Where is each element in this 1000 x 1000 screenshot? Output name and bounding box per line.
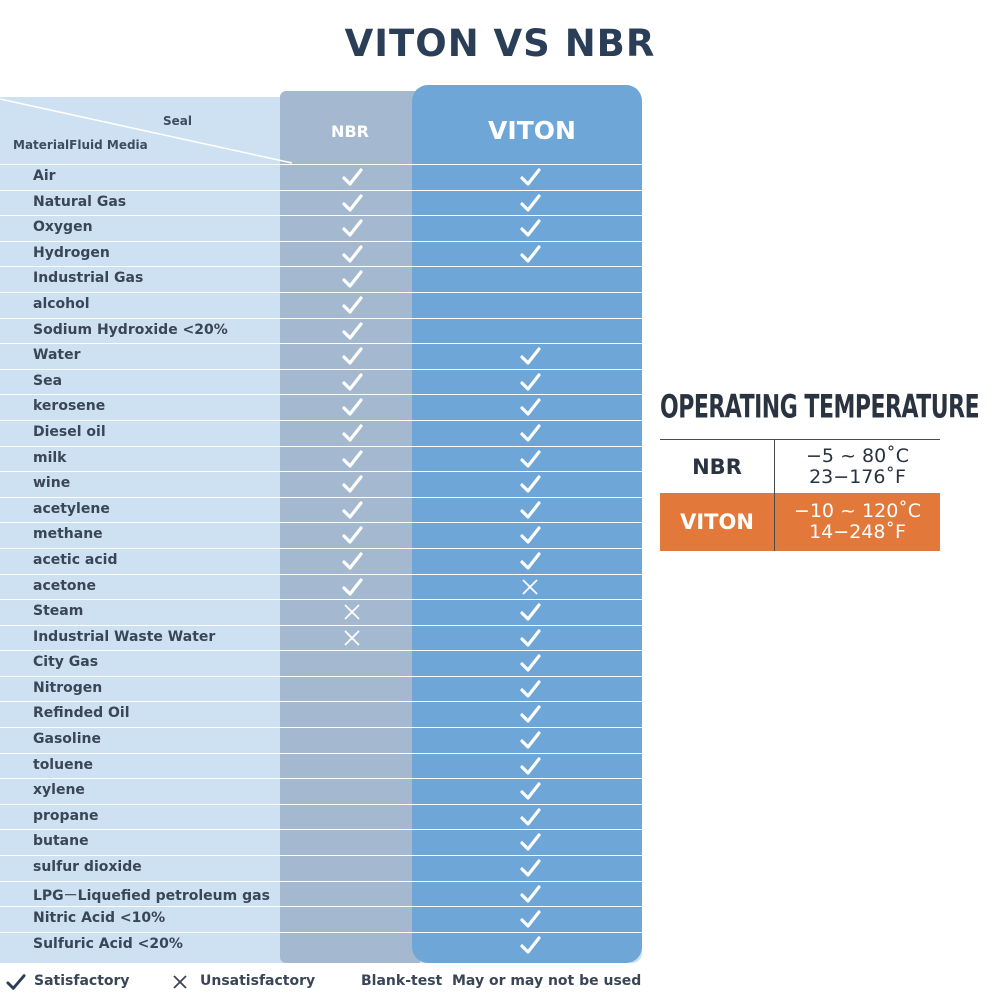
temp-row-viton [660, 493, 940, 551]
table-row [0, 753, 642, 779]
fluid-media-name: toluene [33, 756, 94, 773]
table-row [0, 241, 642, 267]
temp-fahrenheit-viton: 14−248˚F [809, 521, 906, 544]
table-row [0, 599, 642, 625]
column-header-viton: VITON [488, 116, 576, 145]
table-row [0, 522, 642, 548]
check-icon [519, 832, 543, 852]
check-icon [341, 167, 365, 187]
header-media-label: MaterialFluid Media [13, 138, 148, 152]
check-icon [519, 525, 543, 545]
check-icon [519, 858, 543, 878]
check-icon [519, 551, 543, 571]
fluid-media-name: Natural Gas [33, 193, 127, 210]
check-icon [519, 346, 543, 366]
header-diagonal-divider [0, 97, 300, 167]
temp-row-nbr [660, 440, 940, 494]
table-row [0, 420, 642, 446]
check-icon [341, 321, 365, 341]
cross-icon [341, 602, 365, 622]
table-row [0, 292, 642, 318]
table-row [0, 215, 642, 241]
legend-unsatisfactory: Unsatisfactory [200, 973, 316, 989]
fluid-media-name: LPG－Liquefied petroleum gas [33, 887, 270, 904]
check-icon [519, 500, 543, 520]
fluid-media-name: methane [33, 526, 103, 543]
check-icon [341, 218, 365, 238]
fluid-media-name: acetic acid [33, 551, 118, 568]
check-icon [519, 884, 543, 904]
table-row [0, 343, 642, 369]
check-icon [519, 756, 543, 776]
check-icon [341, 500, 365, 520]
table-row [0, 164, 642, 190]
table-row [0, 266, 642, 292]
check-icon [519, 602, 543, 622]
cross-icon [172, 974, 188, 990]
operating-temperature-title: OPERATING TEMPERATURE [660, 390, 980, 427]
fluid-media-name: sulfur dioxide [33, 859, 142, 876]
table-row [0, 676, 642, 702]
fluid-media-name: Nitric Acid <10% [33, 910, 166, 927]
check-icon [341, 372, 365, 392]
check-icon [519, 807, 543, 827]
table-row [0, 190, 642, 216]
fluid-media-name: Air [33, 168, 56, 184]
table-row [0, 906, 642, 932]
check-icon [341, 244, 365, 264]
fluid-media-name: acetylene [33, 500, 110, 517]
table-row [0, 727, 642, 753]
fluid-media-name: kerosene [33, 398, 106, 415]
legend [0, 970, 939, 994]
check-icon [341, 423, 365, 443]
check-icon [6, 973, 26, 991]
table-row [0, 471, 642, 497]
check-icon [341, 269, 365, 289]
check-icon [519, 704, 543, 724]
temp-fahrenheit-nbr: 23−176˚F [809, 465, 906, 488]
table-row [0, 701, 642, 727]
legend-maybe: May or may not be used [452, 973, 642, 989]
check-icon [519, 935, 543, 955]
legend-blank: Blank-test [361, 973, 443, 989]
temp-range-viton [775, 493, 941, 551]
temp-celsius-viton: −10 ~ 120˚C [793, 500, 922, 523]
fluid-media-name: Nitrogen [33, 679, 103, 696]
check-icon [519, 781, 543, 801]
table-row [0, 625, 642, 651]
fluid-media-name: Sodium Hydroxide <20% [33, 321, 228, 338]
check-icon [341, 449, 365, 469]
table-row [0, 932, 642, 958]
table-row [0, 778, 642, 804]
check-icon [519, 449, 543, 469]
fluid-media-name: Sulfuric Acid <20% [33, 935, 183, 952]
fluid-media-name: acetone [33, 577, 97, 594]
fluid-media-name: butane [33, 833, 89, 850]
check-icon [519, 167, 543, 187]
check-icon [341, 474, 365, 494]
fluid-media-name: City Gas [33, 654, 99, 671]
fluid-media-name: Diesel oil [33, 423, 106, 440]
table-row [0, 497, 642, 523]
check-icon [519, 909, 543, 929]
check-icon [519, 397, 543, 417]
table-row [0, 318, 642, 344]
temp-material-viton: VITON [660, 493, 775, 551]
check-icon [519, 628, 543, 648]
header-seal-label: Seal [163, 114, 192, 128]
fluid-media-name: wine [33, 475, 71, 492]
table-row [0, 446, 642, 472]
check-icon [519, 474, 543, 494]
table-row [0, 855, 642, 881]
check-icon [341, 577, 365, 597]
temp-range-nbr [775, 440, 941, 494]
fluid-media-name: xylene [33, 782, 85, 799]
fluid-media-name: Oxygen [33, 219, 93, 236]
check-icon [519, 653, 543, 673]
table-row [0, 650, 642, 676]
check-icon [519, 730, 543, 750]
check-icon [519, 218, 543, 238]
check-icon [341, 397, 365, 417]
page-title: VITON VS NBR [344, 22, 656, 65]
check-icon [519, 372, 543, 392]
temp-celsius-nbr: −5 ~ 80˚C [806, 444, 909, 467]
table-row [0, 394, 642, 420]
fluid-media-name: Industrial Gas [33, 270, 144, 287]
fluid-media-name: Hydrogen [33, 244, 110, 261]
check-icon [519, 244, 543, 264]
check-icon [341, 193, 365, 213]
check-icon [341, 551, 365, 571]
fluid-media-name: Industrial Waste Water [33, 628, 216, 645]
check-icon [341, 525, 365, 545]
fluid-media-name: Steam [33, 603, 84, 620]
fluid-media-name: Water [33, 347, 81, 364]
operating-temperature-table [660, 439, 940, 551]
check-icon [341, 295, 365, 315]
table-row [0, 804, 642, 830]
legend-satisfactory: Satisfactory [34, 973, 130, 989]
fluid-media-name: Gasoline [33, 731, 101, 748]
fluid-media-name: milk [33, 449, 67, 466]
cross-icon [341, 628, 365, 648]
fluid-media-name: propane [33, 807, 99, 824]
check-icon [519, 423, 543, 443]
check-icon [519, 679, 543, 699]
table-row [0, 548, 642, 574]
column-header-nbr: NBR [331, 122, 369, 141]
table-row [0, 574, 642, 600]
compatibility-rows [0, 164, 642, 957]
temp-material-nbr: NBR [660, 440, 775, 494]
check-icon [519, 193, 543, 213]
fluid-media-name: alcohol [33, 295, 90, 312]
fluid-media-name: Refinded Oil [33, 705, 130, 722]
table-row [0, 829, 642, 855]
fluid-media-name: Sea [33, 372, 63, 389]
cross-icon [519, 577, 543, 597]
table-row [0, 881, 642, 907]
table-row [0, 369, 642, 395]
check-icon [341, 346, 365, 366]
